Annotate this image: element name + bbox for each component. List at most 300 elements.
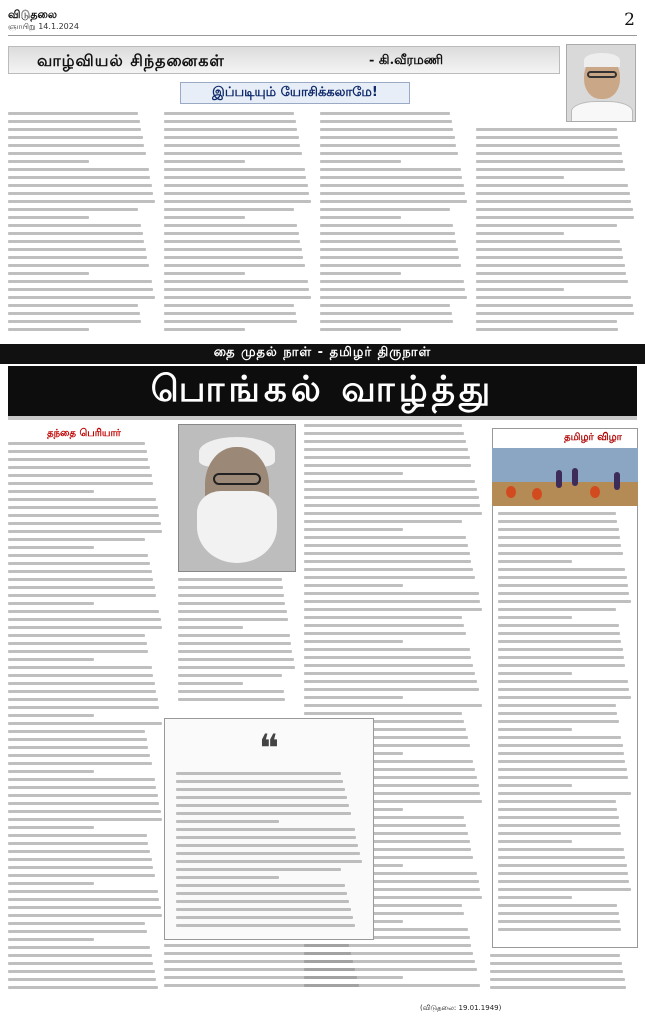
text-line xyxy=(476,216,634,219)
text-line xyxy=(8,642,147,645)
text-line xyxy=(304,712,462,715)
banner-subtitle: தை முதல் நாள் - தமிழர் திருநாள் xyxy=(213,345,432,360)
text-line xyxy=(8,890,158,893)
text-line xyxy=(164,152,302,155)
text-line xyxy=(498,776,628,779)
text-line xyxy=(498,544,621,547)
text-line xyxy=(176,788,345,791)
text-line xyxy=(8,554,148,557)
column-banner xyxy=(8,46,560,74)
text-line xyxy=(8,666,152,669)
text-line xyxy=(498,896,572,899)
text-line xyxy=(304,456,470,459)
text-line xyxy=(164,288,309,291)
text-line xyxy=(304,696,403,699)
text-line xyxy=(320,152,458,155)
text-line xyxy=(8,272,89,275)
text-line xyxy=(8,674,153,677)
text-line xyxy=(490,978,625,981)
text-line xyxy=(178,674,282,677)
text-line xyxy=(8,770,94,773)
sidebar-title: தமிழர் விழா xyxy=(564,432,622,443)
text-line xyxy=(304,568,473,571)
text-line xyxy=(176,844,358,847)
text-line xyxy=(490,970,623,973)
text-line xyxy=(320,120,452,123)
text-line xyxy=(476,176,564,179)
text-line xyxy=(8,658,94,661)
text-line xyxy=(476,272,626,275)
text-line xyxy=(320,232,455,235)
text-line xyxy=(320,328,401,331)
text-line xyxy=(304,616,462,619)
text-line xyxy=(164,120,296,123)
text-line xyxy=(498,520,617,523)
text-line xyxy=(304,576,475,579)
article-text-col-2b xyxy=(164,944,374,998)
text-line xyxy=(476,184,628,187)
text-line xyxy=(320,176,462,179)
closing-text xyxy=(490,954,638,998)
text-line xyxy=(476,168,625,171)
text-line xyxy=(8,224,141,227)
text-line xyxy=(8,240,144,243)
text-line xyxy=(320,128,453,131)
text-line xyxy=(498,600,631,603)
text-line xyxy=(176,804,349,807)
text-line xyxy=(8,168,149,171)
text-line xyxy=(176,820,279,823)
text-line xyxy=(304,448,468,451)
text-line xyxy=(304,424,462,427)
text-line xyxy=(8,120,140,123)
text-line xyxy=(164,112,294,115)
text-line xyxy=(498,608,616,611)
text-line xyxy=(304,704,482,707)
text-line xyxy=(476,240,620,243)
text-line xyxy=(498,704,616,707)
text-line xyxy=(164,304,294,307)
text-line xyxy=(164,128,297,131)
text-line xyxy=(176,876,279,879)
text-line xyxy=(178,578,282,581)
article-text-col-1 xyxy=(8,442,164,998)
text-line xyxy=(8,898,159,901)
text-line xyxy=(8,506,158,509)
text-line xyxy=(164,968,355,971)
text-line xyxy=(320,160,401,163)
text-line xyxy=(320,312,452,315)
text-line xyxy=(476,256,623,259)
text-line xyxy=(164,328,245,331)
text-line xyxy=(304,544,468,547)
quote-mark-icon: ❝ xyxy=(258,726,280,770)
text-line xyxy=(498,568,625,571)
text-line xyxy=(498,912,619,915)
column-text-col-4 xyxy=(476,128,636,338)
text-line xyxy=(320,112,450,115)
text-line xyxy=(304,584,403,587)
text-line xyxy=(8,842,148,845)
page-number: 2 xyxy=(624,10,635,30)
text-line xyxy=(320,304,450,307)
text-line xyxy=(320,200,467,203)
text-line xyxy=(498,560,572,563)
text-line xyxy=(498,928,621,931)
text-line xyxy=(498,688,629,691)
column-text-col-1 xyxy=(8,112,156,338)
column-text-col-3 xyxy=(320,112,468,338)
text-line xyxy=(8,810,161,813)
text-line xyxy=(8,978,156,981)
text-line xyxy=(304,648,470,651)
text-line xyxy=(176,796,347,799)
text-line xyxy=(176,868,341,871)
text-line xyxy=(476,280,628,283)
text-line xyxy=(498,720,619,723)
text-line xyxy=(8,946,150,949)
text-line xyxy=(178,698,285,701)
text-line xyxy=(164,248,302,251)
column-headline: இப்படியும் யோசிக்கலாமே! xyxy=(180,82,410,104)
text-line xyxy=(304,528,403,531)
text-line xyxy=(498,656,624,659)
text-line xyxy=(176,916,353,919)
text-line xyxy=(498,864,627,867)
text-line xyxy=(476,160,623,163)
text-line xyxy=(164,200,311,203)
text-line xyxy=(178,626,243,629)
text-line xyxy=(304,536,466,539)
text-line xyxy=(8,834,147,837)
newspaper-name: விடுதலை xyxy=(8,8,58,21)
text-line xyxy=(498,576,627,579)
text-line xyxy=(476,224,617,227)
text-line xyxy=(178,610,287,613)
text-line xyxy=(8,200,155,203)
text-line xyxy=(178,594,284,597)
text-line xyxy=(8,466,150,469)
text-line xyxy=(304,688,479,691)
text-line xyxy=(320,288,465,291)
text-line xyxy=(498,832,621,835)
text-line xyxy=(8,280,152,283)
text-line xyxy=(498,872,628,875)
text-line xyxy=(8,618,161,621)
text-line xyxy=(8,938,94,941)
text-line xyxy=(8,474,152,477)
text-line xyxy=(8,208,138,211)
text-line xyxy=(498,920,620,923)
text-line xyxy=(8,906,161,909)
text-line xyxy=(498,792,631,795)
text-line xyxy=(320,224,453,227)
text-line xyxy=(476,288,564,291)
text-line xyxy=(476,208,633,211)
text-line xyxy=(8,682,155,685)
text-line xyxy=(8,144,144,147)
text-line xyxy=(498,592,629,595)
text-line xyxy=(8,256,147,259)
text-line xyxy=(164,984,359,987)
text-line xyxy=(498,536,620,539)
text-line xyxy=(8,650,148,653)
text-line xyxy=(8,802,159,805)
text-line xyxy=(178,642,291,645)
text-line xyxy=(304,520,462,523)
text-line xyxy=(320,208,450,211)
text-line xyxy=(476,312,634,315)
text-line xyxy=(304,656,471,659)
text-line xyxy=(8,970,155,973)
text-line xyxy=(320,192,465,195)
festival-photo xyxy=(492,448,638,506)
quote-text xyxy=(176,772,364,932)
text-line xyxy=(498,672,572,675)
text-line xyxy=(8,594,156,597)
text-line xyxy=(176,772,341,775)
text-line xyxy=(8,546,94,549)
text-line xyxy=(8,184,152,187)
text-line xyxy=(164,320,297,323)
text-line xyxy=(8,312,140,315)
text-line xyxy=(304,512,482,515)
text-line xyxy=(304,472,403,475)
text-line xyxy=(304,504,480,507)
text-line xyxy=(320,144,456,147)
text-line xyxy=(8,152,146,155)
text-line xyxy=(8,586,155,589)
text-line xyxy=(476,264,625,267)
article-text-col-2 xyxy=(178,578,296,712)
text-line xyxy=(164,240,300,243)
text-line xyxy=(304,664,473,667)
text-line xyxy=(176,852,360,855)
text-line xyxy=(304,560,471,563)
text-line xyxy=(8,248,146,251)
text-line xyxy=(8,128,141,131)
text-line xyxy=(498,768,627,771)
text-line xyxy=(8,498,156,501)
column-author: - கி.வீரமணி xyxy=(369,53,444,68)
text-line xyxy=(498,752,624,755)
text-line xyxy=(8,176,150,179)
text-line xyxy=(304,672,475,675)
text-line xyxy=(498,856,625,859)
text-line xyxy=(320,296,467,299)
text-line xyxy=(498,616,572,619)
text-line xyxy=(8,562,150,565)
text-line xyxy=(498,784,572,787)
text-line xyxy=(176,892,347,895)
text-line xyxy=(320,272,401,275)
text-line xyxy=(8,914,162,917)
text-line xyxy=(498,512,616,515)
text-line xyxy=(8,296,155,299)
section-heading: தந்தை பெரியார் xyxy=(47,428,121,439)
text-line xyxy=(176,908,351,911)
text-line xyxy=(8,954,152,957)
text-line xyxy=(8,514,159,517)
text-line xyxy=(304,632,466,635)
text-line xyxy=(304,480,475,483)
text-line xyxy=(164,136,299,139)
text-line xyxy=(8,722,162,725)
text-line xyxy=(164,944,349,947)
text-line xyxy=(498,760,625,763)
text-line xyxy=(498,640,621,643)
text-line xyxy=(176,924,355,927)
text-line xyxy=(178,658,294,661)
text-line xyxy=(498,552,623,555)
text-line xyxy=(8,216,89,219)
text-line xyxy=(304,640,403,643)
text-line xyxy=(490,986,626,989)
text-line xyxy=(176,836,356,839)
text-line xyxy=(164,976,357,979)
text-line xyxy=(8,442,145,445)
text-line xyxy=(8,450,147,453)
text-line xyxy=(320,136,455,139)
text-line xyxy=(476,232,564,235)
text-line xyxy=(8,738,147,741)
text-line xyxy=(178,666,295,669)
text-line xyxy=(164,280,308,283)
text-line xyxy=(8,826,94,829)
text-line xyxy=(320,280,464,283)
text-line xyxy=(178,690,284,693)
text-line xyxy=(498,840,572,843)
text-line xyxy=(164,168,305,171)
pongal-title: பொங்கல் வாழ்த்து xyxy=(150,368,495,410)
text-line xyxy=(304,680,477,683)
text-line xyxy=(8,714,94,717)
text-line xyxy=(8,232,143,235)
text-line xyxy=(8,530,162,533)
text-line xyxy=(8,730,145,733)
text-line xyxy=(8,192,153,195)
text-line xyxy=(476,144,620,147)
text-line xyxy=(476,296,631,299)
text-line xyxy=(498,880,629,883)
text-line xyxy=(498,712,617,715)
text-line xyxy=(8,458,148,461)
text-line xyxy=(164,272,245,275)
text-line xyxy=(498,888,631,891)
text-line xyxy=(8,288,153,291)
text-line xyxy=(8,962,153,965)
text-line xyxy=(8,706,159,709)
text-line xyxy=(304,600,480,603)
text-line xyxy=(8,304,138,307)
text-line xyxy=(304,624,464,627)
text-line xyxy=(178,602,285,605)
text-line xyxy=(320,216,401,219)
text-line xyxy=(164,952,351,955)
text-line xyxy=(8,930,147,933)
text-line xyxy=(498,632,620,635)
text-line xyxy=(498,824,620,827)
text-line xyxy=(304,608,482,611)
text-line xyxy=(176,780,343,783)
text-line xyxy=(8,602,94,605)
text-line xyxy=(8,746,148,749)
text-line xyxy=(8,626,162,629)
text-line xyxy=(476,304,633,307)
sidebar-text xyxy=(498,512,632,942)
text-line xyxy=(304,552,470,555)
text-line xyxy=(8,538,145,541)
text-line xyxy=(8,610,159,613)
text-line xyxy=(178,682,243,685)
text-line xyxy=(8,112,138,115)
footer-source-note: (விடுதலை: 19.01.1949) xyxy=(420,1004,502,1012)
text-line xyxy=(176,860,362,863)
text-line xyxy=(304,432,464,435)
text-line xyxy=(498,584,628,587)
text-line xyxy=(8,858,152,861)
text-line xyxy=(304,464,471,467)
text-line xyxy=(8,136,143,139)
text-line xyxy=(8,160,89,163)
text-line xyxy=(490,962,622,965)
text-line xyxy=(498,680,628,683)
text-line xyxy=(176,900,349,903)
text-line xyxy=(164,232,299,235)
text-line xyxy=(8,922,145,925)
text-line xyxy=(320,248,458,251)
text-line xyxy=(164,184,308,187)
text-line xyxy=(8,264,149,267)
column-series-title: வாழ்வியல் சிந்தனைகள் xyxy=(37,51,225,70)
text-line xyxy=(176,812,351,815)
text-line xyxy=(476,248,622,251)
text-line xyxy=(178,650,292,653)
text-line xyxy=(498,728,572,731)
text-line xyxy=(8,794,158,797)
text-line xyxy=(498,664,625,667)
text-line xyxy=(320,184,464,187)
text-line xyxy=(8,786,156,789)
text-line xyxy=(8,850,150,853)
text-line xyxy=(490,954,620,957)
text-line xyxy=(498,744,623,747)
text-line xyxy=(178,634,290,637)
text-line xyxy=(476,328,618,331)
text-line xyxy=(320,256,459,259)
text-line xyxy=(164,144,300,147)
text-line xyxy=(498,528,619,531)
text-line xyxy=(8,634,145,637)
text-line xyxy=(8,570,152,573)
text-line xyxy=(8,690,156,693)
text-line xyxy=(320,168,461,171)
text-line xyxy=(498,848,624,851)
text-line xyxy=(164,312,296,315)
text-line xyxy=(498,696,631,699)
text-line xyxy=(498,808,617,811)
text-line xyxy=(498,904,617,907)
author-photo xyxy=(566,44,636,122)
text-line xyxy=(164,208,294,211)
text-line xyxy=(498,648,623,651)
text-line xyxy=(8,762,152,765)
column-text-col-2 xyxy=(164,112,312,338)
text-line xyxy=(8,328,89,331)
text-line xyxy=(8,874,155,877)
text-line xyxy=(304,440,466,443)
text-line xyxy=(164,216,245,219)
